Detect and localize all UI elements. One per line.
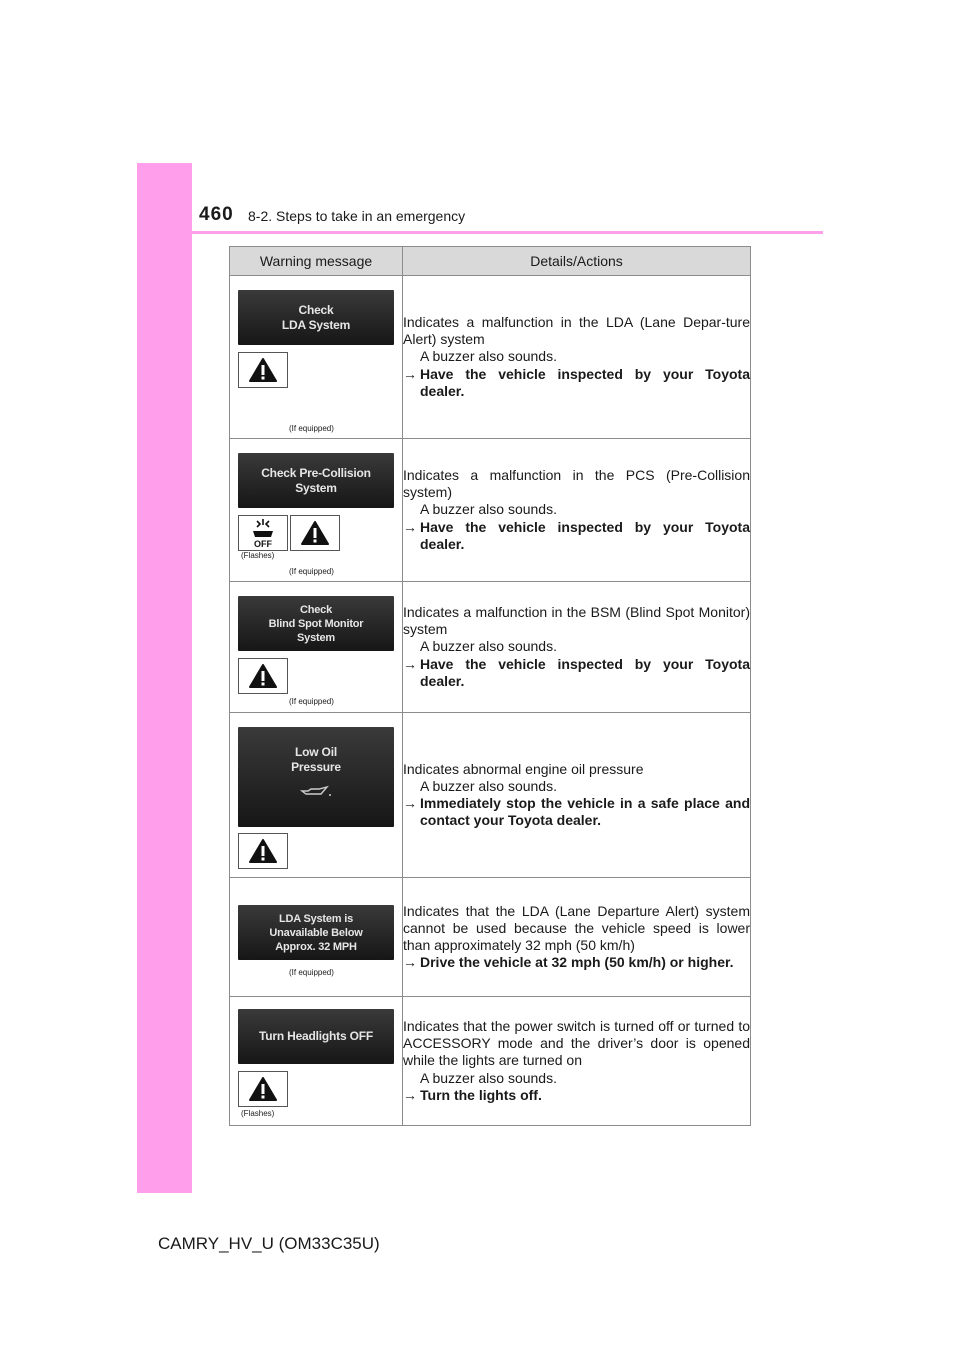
header-rule — [192, 231, 823, 234]
action-label: Drive the vehicle at 32 mph (50 km/h) or higher. — [420, 954, 734, 971]
warning-table — [229, 246, 751, 1126]
warning-image-cell — [230, 439, 403, 582]
details-cell — [403, 878, 751, 997]
display-line: Check Pre-Collision — [261, 465, 371, 480]
arrow-icon: → — [403, 954, 417, 971]
display-line: Turn Headlights OFF — [259, 1029, 373, 1043]
pcs-off-label: OFF — [254, 539, 272, 549]
action-label: Immediately stop the vehicle in a safe place and contact your Toyota dealer. — [420, 795, 750, 829]
buzzer-note: A buzzer also sounds. — [420, 348, 557, 365]
page-number: 460 — [199, 204, 234, 225]
warning-image-cell — [230, 997, 403, 1126]
arrow-icon: → — [403, 795, 417, 811]
flashes-caption: (Flashes) — [241, 551, 275, 560]
warning-image-cell — [230, 713, 403, 878]
header-details-actions: Details/Actions — [403, 247, 751, 276]
action-label: Turn the lights off. — [420, 1086, 542, 1103]
details-cell — [403, 997, 751, 1126]
action-text — [403, 795, 750, 829]
section-title: 8-2. Steps to take in an emergency — [248, 208, 466, 224]
header-warning-message: Warning message — [230, 247, 403, 276]
details-cell — [403, 439, 751, 582]
warning-image-cell — [230, 878, 403, 997]
if-equipped-caption: (If equipped) — [289, 424, 334, 433]
action-label: Have the vehicle inspected by your Toyota dealer. — [420, 518, 750, 552]
side-tab — [137, 163, 192, 1193]
display-line: System — [297, 631, 335, 644]
table-row — [230, 997, 751, 1126]
description: Indicates a malfunction in the BSM (Blind Spot Monitor) system — [403, 603, 750, 638]
if-equipped-caption: (If equipped) — [289, 697, 334, 706]
table-row — [230, 713, 751, 878]
warning-triangle-icon — [238, 833, 288, 869]
if-equipped-caption: (If equipped) — [289, 968, 334, 977]
display-turn-headlights-off — [238, 1009, 394, 1064]
if-equipped-caption: (If equipped) — [289, 567, 334, 576]
buzzer-note: A buzzer also sounds. — [420, 1069, 557, 1086]
display-line: Check — [299, 603, 333, 616]
display-check-bsm — [238, 596, 394, 651]
description: Indicates a malfunction in the PCS (Pre-Collision system) — [403, 466, 750, 501]
display-lda-unavailable — [238, 905, 394, 960]
buzzer-note: A buzzer also sounds. — [420, 638, 557, 655]
display-low-oil — [238, 727, 394, 827]
table-row — [230, 878, 751, 997]
display-line: LDA System — [281, 317, 351, 332]
display-line: Blind Spot Monitor — [268, 617, 364, 630]
display-check-pcs — [238, 453, 394, 508]
oil-can-icon — [299, 785, 333, 799]
buzzer-note: A buzzer also sounds. — [420, 501, 557, 518]
table-row — [230, 439, 751, 582]
arrow-icon: → — [403, 655, 417, 672]
description: Indicates that the LDA (Lane Departure Alert) system cannot be used because the vehicle speed is lower than approximately 32 mph (50 km/h) — [403, 902, 750, 953]
warning-triangle-icon — [238, 658, 288, 694]
warning-triangle-icon — [238, 1071, 288, 1107]
display-line: System — [295, 480, 337, 495]
details-cell — [403, 713, 751, 878]
display-line: Check — [298, 302, 334, 317]
action-text — [403, 366, 750, 400]
warning-image-cell — [230, 582, 403, 713]
warning-triangle-icon — [238, 352, 288, 388]
action-text — [403, 656, 750, 690]
display-line: LDA System is — [278, 912, 354, 925]
details-cell — [403, 582, 751, 713]
display-check-lda — [238, 290, 394, 345]
pcs-off-icon — [238, 515, 288, 551]
action-label: Have the vehicle inspected by your Toyota dealer. — [420, 655, 750, 689]
action-text — [403, 519, 750, 553]
flashes-caption: (Flashes) — [241, 1109, 275, 1118]
action-text — [403, 1087, 750, 1104]
arrow-icon: → — [403, 365, 417, 382]
warning-image-cell — [230, 276, 403, 439]
action-text — [403, 954, 750, 971]
display-line: Pressure — [291, 760, 341, 774]
description: Indicates that the power switch is turned off or turned to ACCESSORY mode and the driver’s door is opened while the lights are turned on — [403, 1017, 750, 1069]
arrow-icon: → — [403, 1086, 417, 1103]
description: Indicates abnormal engine oil pressure — [403, 760, 644, 777]
buzzer-note: A buzzer also sounds. — [420, 777, 557, 794]
table-row — [230, 276, 751, 439]
footer-code: CAMRY_HV_U (OM33C35U) — [158, 1234, 380, 1253]
warning-triangle-icon — [290, 515, 340, 551]
display-line: Approx. 32 MPH — [275, 940, 357, 953]
details-cell — [403, 276, 751, 439]
table-header-row — [230, 247, 751, 276]
arrow-icon: → — [403, 518, 417, 535]
action-label: Have the vehicle inspected by your Toyota dealer. — [420, 365, 750, 399]
table-row — [230, 582, 751, 713]
description: Indicates a malfunction in the LDA (Lane Depar-ture Alert) system — [403, 313, 750, 348]
display-line: Low Oil — [295, 745, 337, 759]
display-line: Unavailable Below — [269, 926, 363, 939]
